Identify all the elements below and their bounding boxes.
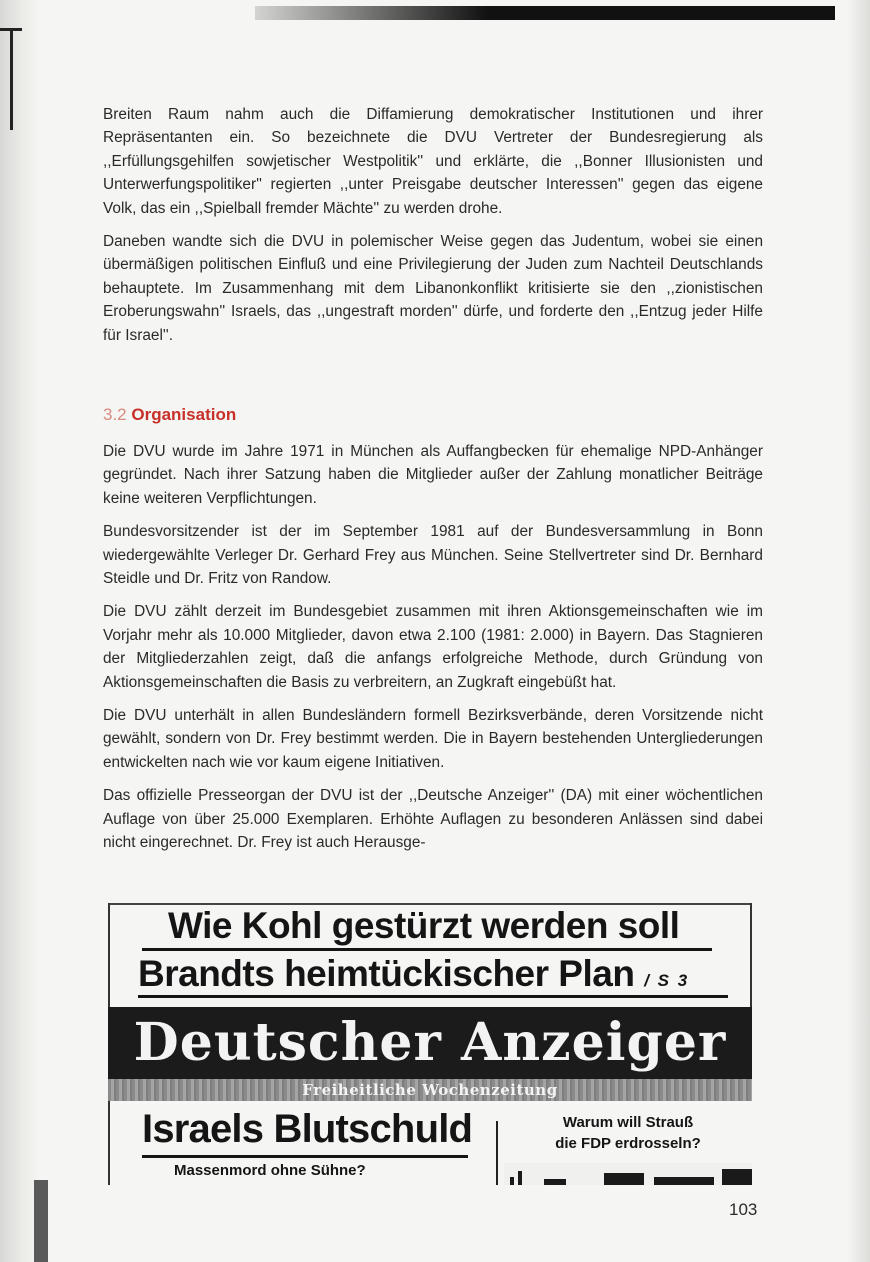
masthead-title: Deutscher Anzeiger [133, 1012, 727, 1073]
clipping-border [750, 903, 752, 1008]
paragraph: Das offizielle Presseorgan der DVU ist der ,,Deutsche Anzeiger'' (DA) mit einer wöchentlichen Auflage von über 25.000 Exemplaren. Erhöhte Auflagen zu besonderen Anlässen sind dabei nicht eingerechnet. Dr. Frey ist auch Herausge- [103, 787, 763, 852]
newspaper-clipping [108, 895, 752, 1185]
binding-edge [34, 1180, 48, 1262]
clipping-headline-3: Israels Blutschuld [142, 1107, 473, 1151]
paragraph: Bundesvorsitzender ist der im September 1981 auf der Bundesversammlung in Bonn wiedergewählte Verleger Dr. Gerhard Frey aus München. Seine Stellvertreter sind Dr. Bernhard Steidle und Dr. Fritz von Randow. [103, 523, 763, 588]
masthead-subtitle-band [108, 1079, 752, 1101]
clipping-headline-1: Wie Kohl gestürzt werden soll [168, 905, 680, 946]
headline-underline [138, 995, 728, 998]
paragraph: Die DVU zählt derzeit im Bundesgebiet zusammen mit ihren Aktionsgemeinschaften wie im Vorjahr mehr als 10.000 Mitglieder, davon etwa 2.100 (1981: 2.000) in Bayern. Das Stagnieren der Mitgliederzahlen zeigt, daß die anfangs erfolgreiche Methode, durch Gründung von Aktionsgemeinschaften die Basis zu verbreitern, an Zugkraft eingebüßt hat. [103, 603, 763, 691]
clipping-headline-2 [138, 953, 689, 995]
headline-underline [142, 948, 712, 951]
headline-underline [142, 1155, 468, 1158]
page-gutter-shadow [0, 0, 40, 1262]
paragraph: Breiten Raum nahm auch die Diffamierung demokratischer Institutionen und ihrer Repräsentanten ein. So bezeichnete die DVU Vertreter der Bundesregierung als ,,Erfüllungsgehilfen sowjetischer Westpolitik'' und erklärte, die ,,Bonner Illusionisten und Unterwerfungspolitiker'' regierten ,,unter Preisgabe deutscher Interessen'' gegen das eigene Volk, das ein ,,Spielball fremder Mächte'' zu werden drohe. [103, 106, 763, 217]
body-text-top [103, 103, 763, 357]
crop-mark [10, 30, 13, 130]
section-title: Organisation [131, 405, 237, 424]
masthead-subtitle: Freiheitliche Wochenzeitung [302, 1081, 558, 1099]
side-headline-line-2: die FDP erdrosseln? [555, 1135, 701, 1152]
headline-2-text: Brandts heimtückischer Plan [138, 953, 635, 994]
section-heading [103, 405, 236, 425]
column-divider [496, 1121, 498, 1185]
side-headline-line-1: Warum will Strauß [562, 1114, 694, 1131]
section-number: 3.2 [103, 405, 127, 424]
side-headline [503, 1112, 753, 1154]
cropped-photo [504, 1163, 752, 1185]
newspaper-masthead [108, 1007, 752, 1079]
paragraph: Daneben wandte sich die DVU in polemischer Weise gegen das Judentum, wobei sie einen übermäßigen politischen Einfluß und eine Privilegierung der Juden zum Nachteil Deutschlands behauptete. Im Zusammenhang mit dem Libanonkonflikt kritisierte sie den ,,zionistischen Eroberungswahn'' Israels, das ,,ungestraft morden'' dürfe, und forderte den ,,Entzug jeder Hilfe für Israel''. [103, 233, 763, 344]
scan-top-edge [255, 6, 835, 20]
page-number: 103 [729, 1200, 758, 1219]
paragraph: Die DVU wurde im Jahre 1971 in München als Auffangbecken für ehemalige NPD-Anhänger gegründet. Nach ihrer Satzung haben die Mitglieder außer der Zahlung monatlicher Beiträge keine weiteren Verpflichtungen. [103, 443, 763, 507]
paragraph: Die DVU unterhält in allen Bundesländern formell Bezirksverbände, deren Vorsitzende nicht gewählt, sondern von Dr. Frey bestimmt werden. Die in Bayern bestehenden Untergliederungen entwickelten nach wie vor kaum eigene Initiativen. [103, 707, 763, 771]
page-edge-shadow [848, 0, 870, 1262]
body-text-section [103, 440, 763, 865]
headline-2-page-ref: / S 3 [644, 971, 690, 990]
clipping-subheadline: Massenmord ohne Sühne? [174, 1162, 366, 1179]
